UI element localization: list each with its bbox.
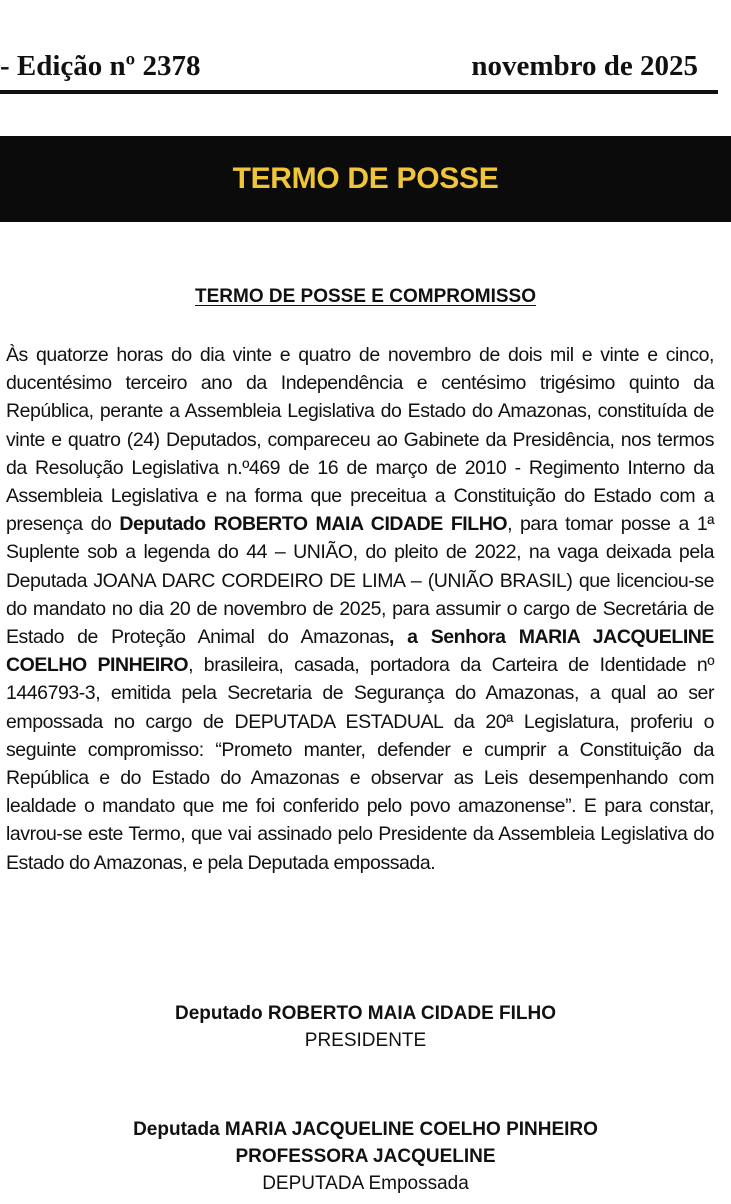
president-name: Deputado ROBERTO MAIA CIDADE FILHO	[174, 1003, 557, 1024]
deputy-name: Deputada MARIA JACQUELINE COELHO PINHEIRO	[133, 1119, 598, 1140]
edition-date: novembro de 2025	[471, 50, 698, 82]
document-title	[0, 286, 731, 308]
deputy-role: DEPUTADA Empossada	[262, 1173, 469, 1194]
document-body	[6, 341, 714, 877]
deputy-alias: PROFESSORA JACQUELINE	[235, 1146, 496, 1167]
section-title: TERMO DE POSSE	[232, 162, 499, 195]
body-bold-president: Deputado ROBERTO MAIA CIDADE FILHO	[119, 513, 508, 536]
body-bold-deputy: , a Senhora MARIA JACQUELINE COELHO PINHEIRO	[6, 626, 714, 677]
section-banner	[0, 136, 731, 222]
edition-number: - Edição nº 2378	[0, 50, 201, 82]
body-text-part-1: Às quatorze horas do dia vinte e quatro de novembro de dois mil e vinte e cinco, ducentésimo terceiro ano da Independência e centésimo trigésimo quinto da República, perante a Assembleia Legislativa do Estado do Amazonas, constituída de vinte e quatro (24) Deputados, compareceu ao Gabinete da Presidência, nos termos da Resolução Legislativa n.º469 de 16 de março de 2010 - Regimento Interno da Assembleia Legislativa e na forma que preceitua a Constituição do Estado com a presença do	[6, 344, 714, 536]
body-text-part-2: , para tomar posse a 1ª Suplente sob a legenda do 44 – UNIÃO, do pleito de 2022, na vaga deixada pela Deputada JOANA DARC CORDEIRO DE LIMA – (UNIÃO BRASIL) que licenciou-se do mandato no dia 20 de novembro de 2025, para assumir o cargo de Secretária de Estado de Proteção Animal do Amazonas	[6, 513, 714, 649]
signature-president	[0, 1000, 731, 1054]
document-title-text: TERMO DE POSSE E COMPROMISSO	[195, 286, 536, 307]
signature-deputy	[0, 1116, 731, 1197]
president-role: PRESIDENTE	[304, 1030, 427, 1051]
body-text-part-3: , brasileira, casada, portadora da Carteira de Identidade nº 1446793-3, emitida pela Secretaria de Segurança do Amazonas, a qual ao ser empossada no cargo de DEPUTADA ESTADUAL da 20ª Legislatura, proferiu o seguinte compromisso: “Prometo manter, defender e cumprir a Constituição da República e do Estado do Amazonas e observar as Leis desempenhando com lealdade o mandato que me foi conferido pelo povo amazonense”. E para constar, lavrou-se este Termo, que vai assinado pelo Presidente da Assembleia Legislativa do Estado do Amazonas, e pela Deputada empossada.	[6, 654, 714, 874]
page-header	[0, 44, 718, 94]
